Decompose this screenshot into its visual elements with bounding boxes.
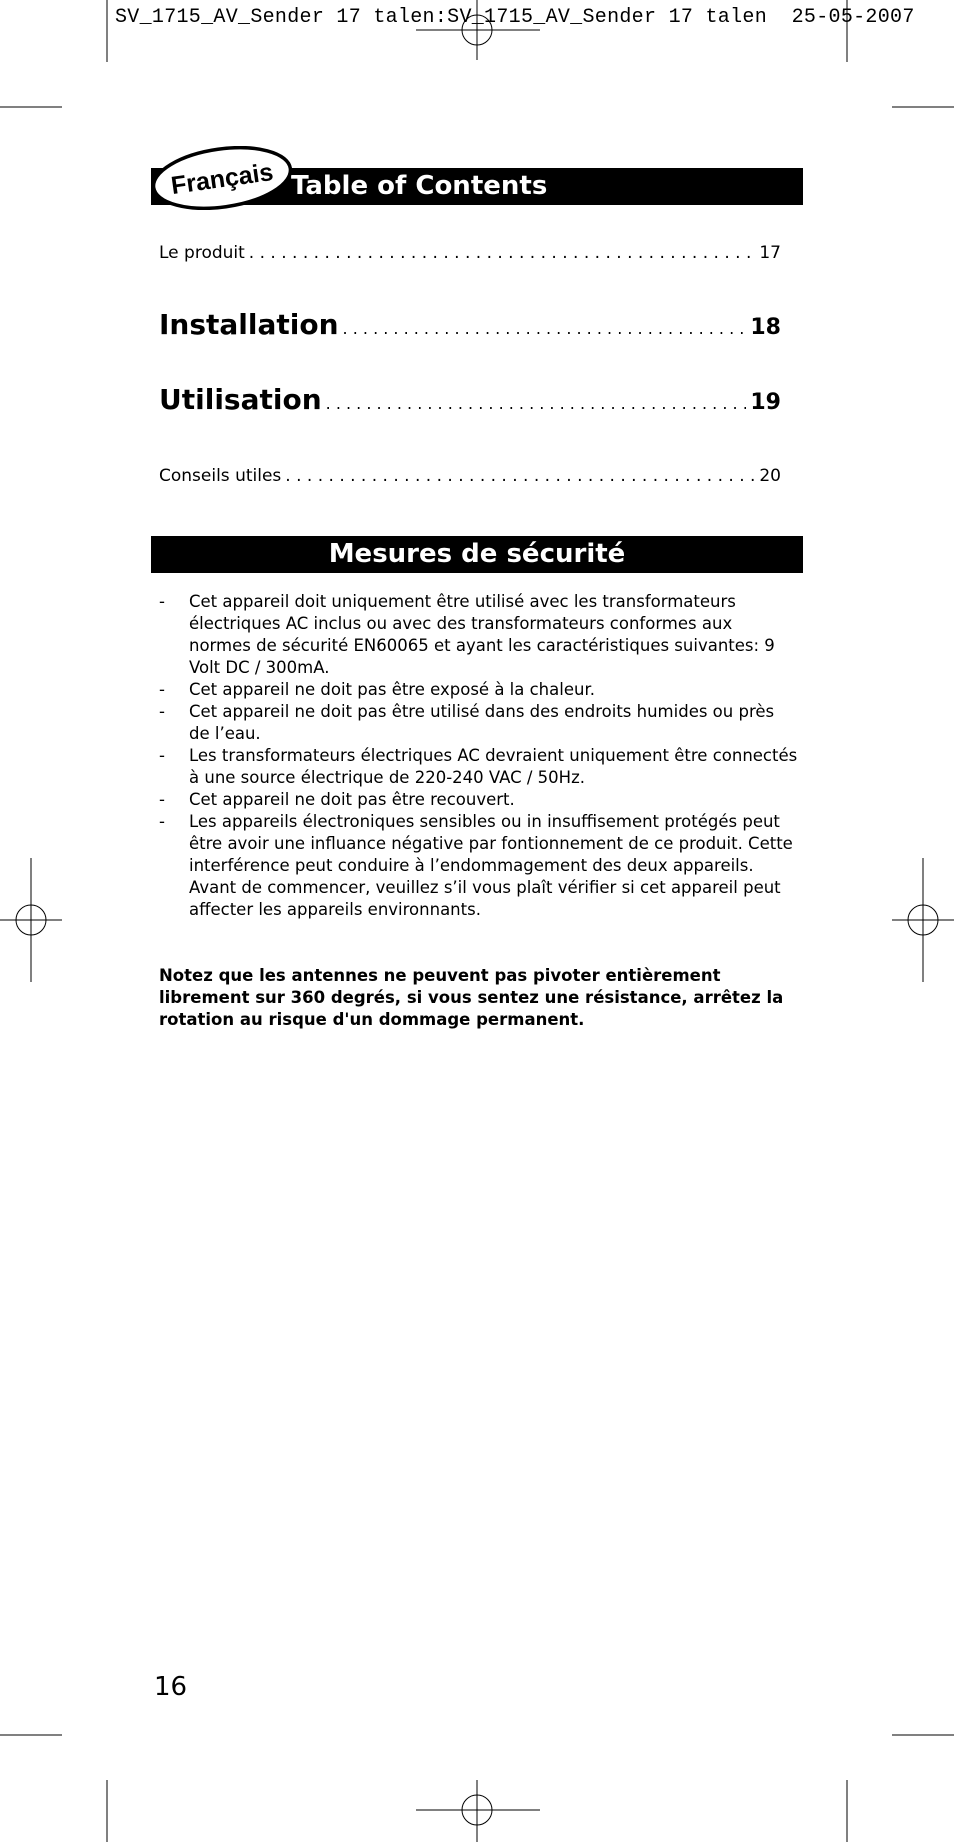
page-number: 16 [154,1672,188,1702]
list-item: - Cet appareil ne doit pas être exposé à la chaleur. [159,680,595,699]
toc-entry-conseils-utiles[interactable] [159,466,781,492]
list-item-text: Cet appareil ne doit pas être recouvert. [189,790,515,809]
toc-entry-label: Le produit [159,243,245,263]
toc-leader-dots [285,466,755,486]
list-item: - Cet appareil ne doit pas être recouvert. [159,790,515,809]
language-badge [150,146,294,210]
toc-title: Table of Contents [151,168,803,205]
toc-entry-utilisation[interactable] [159,383,781,423]
toc-entry-page: 19 [750,390,781,415]
toc-entry-label: Installation [159,308,339,341]
toc-entry-installation[interactable] [159,308,781,348]
antenna-warning-note: Notez que les antennes ne peuvent pas pivoter entièrement librement sur 360 degrés, si vous sentez une résistance, arrêtez la rotation au risque d'un dommage permanent. [159,966,784,1029]
toc-entry-label: Conseils utiles [159,466,282,486]
list-item-text: Les appareils électroniques sensibles ou in insuffisement protégés peut être avoir une influance négative par fontionnement de ce produit. Cette interférence peut conduire à l’endommagement des deux appareils. Avant de commencer, veuillez s’il vous plaît vérifier si cet appareil peut affecter les appareils environnants. [189,812,793,919]
list-item: - Cet appareil doit uniquement être utilisé avec les transformateurs électriques AC inclus ou avec des transformateurs conformes aux normes de sécurité EN60065 et ayant les caractéristiques suivantes: 9 Volt DC / 300mA. [159,592,775,677]
list-item: - Cet appareil ne doit pas être utilisé dans des endroits humides ou près de l’eau. [159,702,775,743]
toc-leader-dots [343,319,747,338]
list-item: - Les appareils électroniques sensibles ou in insuffisement protégés peut être avoir une influance négative par fontionnement de ce produit. Cette interférence peut conduire à l’endommagement des deux appareils. Avant de commencer, veuillez s’il vous plaît vérifier si cet appareil peut affecter les appareils environnants. [159,812,793,919]
language-badge-label: Français [169,157,276,201]
toc-entry-page: 18 [750,315,781,340]
safety-title: Mesures de sécurité [151,536,803,573]
safety-list [159,591,799,921]
toc-leader-dots [249,243,756,263]
toc-leader-dots [326,394,747,413]
toc-entry-le-produit[interactable] [159,243,781,269]
list-item-text: Cet appareil doit uniquement être utilisé avec les transformateurs électriques AC inclus ou avec des transformateurs conformes aux normes de sécurité EN60065 et ayant les caractéristiques suivantes: 9 Volt DC / 300mA. [189,592,775,677]
list-item: - Les transformateurs électriques AC devraient uniquement être connectés à une source électrique de 220-240 VAC / 50Hz. [159,746,798,787]
toc-entry-page: 17 [759,243,781,263]
list-item-text: Les transformateurs électriques AC devraient uniquement être connectés à une source électrique de 220-240 VAC / 50Hz. [189,746,798,787]
toc-entry-page: 20 [759,466,781,486]
list-item-text: Cet appareil ne doit pas être exposé à la chaleur. [189,680,595,699]
list-item-text: Cet appareil ne doit pas être utilisé dans des endroits humides ou près de l’eau. [189,702,775,743]
toc-entry-label: Utilisation [159,383,322,416]
print-slug-header: SV_1715_AV_Sender 17 talen:SV_1715_AV_Sender 17 talen 25-05-2007 [115,6,915,29]
